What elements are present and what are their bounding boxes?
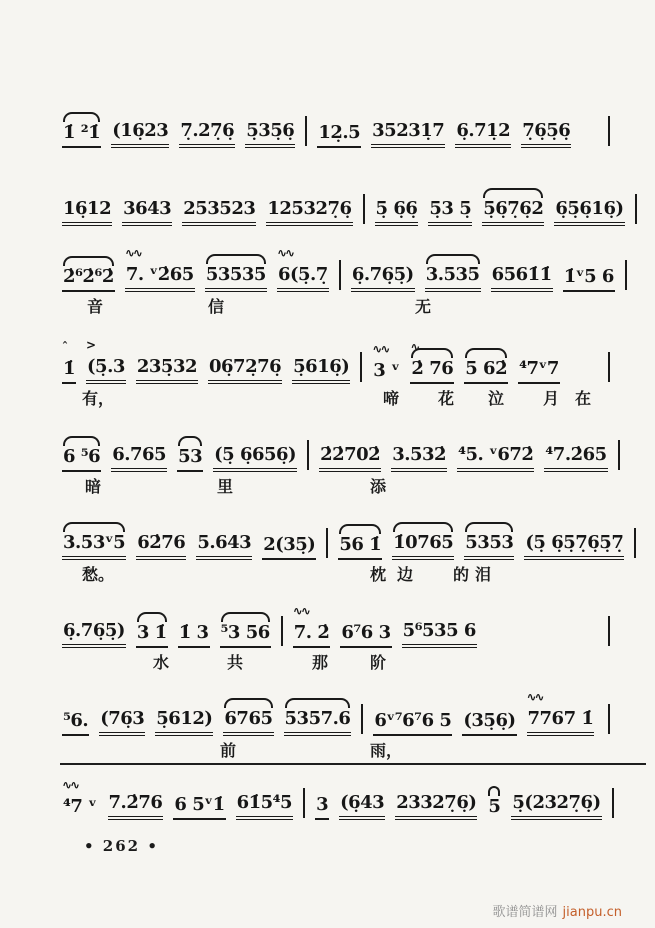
note-group: ⁴7.2̇65 (544, 444, 607, 472)
note-group: 5̣612) (155, 708, 213, 736)
ornament-mark: ∿∿ (526, 690, 543, 704)
note-group: 16̣12 (62, 198, 112, 226)
notation-row (62, 430, 610, 472)
barline (363, 194, 365, 224)
note-group: 1̇ ²1̇ (62, 122, 101, 148)
note-group: 23327̣6̣) (395, 792, 477, 820)
note-group: 125327̣6̣ (266, 198, 352, 226)
note-group: 3.535 (425, 264, 481, 292)
ornament-mark: ∿∿ (62, 778, 79, 792)
note-group: 1̇ᵛ5 6 (563, 266, 615, 292)
note-group: 3.532̇ (391, 444, 447, 472)
note-group: 2̇⁶2̇⁶2̇ (62, 266, 115, 292)
note-group: 5̣(2327̣6̣) (511, 792, 601, 820)
page-number: • 262 • (84, 837, 159, 855)
note-group: 5̣35̣6̣ (245, 120, 295, 148)
lyric-syllable: 那 (312, 653, 329, 672)
lyric-syllable: 雨， (370, 741, 403, 760)
note-group: 12̣.5 (317, 122, 361, 148)
note-group: 5̣616̣) (292, 356, 350, 384)
lyric-syllable: 里 (217, 477, 234, 496)
note-group: 53 (177, 446, 203, 472)
barline (303, 788, 305, 818)
watermark (493, 901, 622, 920)
note-group: ∿ 2̇ 76 (410, 358, 454, 384)
notation-row (62, 606, 610, 648)
note-group: 1̇ 3 (178, 622, 210, 648)
note-group: (5̣ 6̣656̣) (213, 444, 297, 472)
lyric-syllable: 音 (87, 297, 104, 316)
barline (634, 528, 636, 558)
note-group: 3 1̇ (136, 622, 168, 648)
section-divider-line (60, 763, 646, 765)
notation-row (62, 184, 624, 226)
notation-line (62, 604, 610, 672)
note-group: ∿∿ 6(5̣.7̣ (277, 264, 329, 292)
notation-row (62, 518, 624, 560)
note-group: 6.765 (111, 444, 167, 472)
note-group: 6̣.76̣5̣) (351, 264, 415, 292)
note-group: ∿∿ ⁴7 ᵛ (62, 796, 98, 820)
note-group: (16̣23 (111, 120, 169, 148)
note-group: > (5̣.3 (86, 356, 126, 384)
notation-row (62, 246, 614, 292)
note-group: 7.2̇76 (108, 792, 164, 820)
note-group: 35231̣7 (371, 120, 445, 148)
note-group: 3643 (122, 198, 172, 226)
note-group: 6 5ᵛ1̇ (173, 794, 225, 820)
lyric-syllable: 无 (415, 297, 432, 316)
note-group: ⁵3 56 (220, 622, 271, 648)
ornament-mark: ∿ (410, 340, 419, 354)
barline (360, 352, 362, 382)
ornament-mark: ∿∿ (276, 246, 294, 260)
lyric-syllable: 边 (397, 565, 414, 584)
notation-row (62, 778, 610, 820)
lyric-syllable: 花 (438, 389, 455, 408)
note-group: 2(35̣) (262, 534, 316, 560)
lyric-syllable: 共 (227, 653, 244, 672)
barline (608, 116, 610, 146)
ornament-mark: ∿∿ (292, 604, 309, 618)
lyric-syllable: 水 (153, 653, 170, 672)
watermark-site-name: 歌谱简谱网 (492, 905, 558, 920)
note-group: (76̣3 (99, 708, 145, 736)
lyric-syllable: 信 (208, 297, 225, 316)
note-group: 6561̇1̇ (491, 264, 553, 292)
note-group: 6 ⁵6 (62, 446, 101, 472)
lyric-syllable: 添 (370, 477, 387, 496)
lyric-syllable: 前 (220, 741, 237, 760)
notation-line (62, 246, 614, 316)
barline (635, 194, 637, 224)
notation-line (62, 106, 610, 148)
ornament-mark: ∿∿ (372, 342, 389, 356)
note-group: ⁵6. (62, 710, 89, 736)
note-group: 62̇76 (136, 532, 186, 560)
note-group: 6̣5̣6̣16̣) (554, 198, 624, 226)
note-group: 5353 (464, 532, 514, 560)
note-group: 53535 (205, 264, 267, 292)
ornament-mark: ∿∿ (124, 246, 141, 260)
note-group: ∿∿ 7. ᵛ2̇65 (125, 264, 195, 292)
lyric-line (62, 386, 610, 408)
lyric-syllable: 有， (82, 389, 115, 408)
lyric-syllable: 泪 (475, 565, 492, 584)
notation-line (62, 778, 610, 820)
note-group: 3 (315, 794, 329, 820)
note-group: ∿∿ 3 ᵛ (372, 360, 400, 384)
note-group: 6765 (223, 708, 273, 736)
barline (625, 260, 627, 290)
lyric-line (62, 562, 610, 584)
barline (307, 440, 309, 470)
note-group: ∿∿ 7767 1̇ (527, 708, 595, 736)
note-group: 5̣ 6̣6̣ (375, 198, 419, 226)
barline (305, 116, 307, 146)
note-group: 6⁷6 3 (340, 622, 391, 648)
notation-line (62, 430, 610, 496)
barline (361, 704, 363, 734)
lyric-syllable: 枕 (370, 565, 387, 584)
lyric-syllable: 的 (453, 565, 470, 584)
lyric-syllable: 月 (543, 389, 560, 408)
note-group: 6̣.76̣5̣) (62, 620, 126, 648)
barline (618, 440, 620, 470)
lyric-syllable: 泣 (488, 389, 505, 408)
lyric-syllable: 愁。 (82, 565, 115, 584)
barline (281, 616, 283, 646)
note-group: 06̣72̣76̣ (208, 356, 282, 384)
lyric-line (62, 474, 610, 496)
barline (608, 616, 610, 646)
note-group: 253523 (182, 198, 256, 226)
barline (326, 528, 328, 558)
note-group: 3.53ᵛ5 (62, 532, 126, 560)
lyric-syllable: 在 (575, 389, 592, 408)
note-group: 56 1̇ (338, 534, 382, 560)
notation-line (62, 184, 624, 226)
note-group: 1̇0765 (392, 532, 454, 560)
note-group: ∿∿ 7. 2̇ (293, 622, 331, 648)
note-group: 7̣.27̣6̣ (179, 120, 235, 148)
note-group: (6̣43 (339, 792, 385, 820)
barline (608, 352, 610, 382)
note-group: 5⁶535 6 (402, 620, 477, 648)
notation-line (62, 518, 624, 584)
watermark-domain: jianpu.cn (562, 905, 622, 920)
note-group: 5̣3 5̣ (428, 198, 472, 226)
note-group: ˆ 1̇ (62, 358, 76, 384)
notation-row (62, 338, 610, 384)
notation-row (62, 106, 610, 148)
barline (612, 788, 614, 818)
notation-line (62, 338, 610, 408)
note-group: 2̇2̇702̇ (319, 444, 381, 472)
lyric-syllable: 暗 (85, 477, 102, 496)
ornament-mark: > (86, 338, 95, 352)
note-group: 5.643 (196, 532, 252, 560)
lyric-line (62, 650, 610, 672)
note-group: 6ᵛ⁷6⁷6 5 (373, 710, 452, 736)
note-group: ⁴5. ᵛ672̇ (457, 444, 534, 472)
note-group: 61̇5⁴5 (236, 792, 293, 820)
lyric-line (62, 738, 610, 760)
note-group: 6̣.71̣2 (455, 120, 511, 148)
note-group: 5 (487, 796, 501, 820)
lyric-syllable: 阶 (370, 653, 387, 672)
note-group: 5̣6̣7̣6̣2 (482, 198, 544, 226)
notation-row (62, 690, 610, 736)
note-group: (5̣ 6̣5̣7̣6̣5̣7̣ (524, 532, 624, 560)
barline (608, 704, 610, 734)
note-group: ⁴7ᵛ7 (518, 358, 560, 384)
lyric-line (62, 294, 610, 316)
barline (339, 260, 341, 290)
note-group: 5 62̇ (464, 358, 508, 384)
ornament-mark: ˆ (62, 340, 66, 354)
note-group: 5357.6 (284, 708, 352, 736)
lyric-syllable: 啼 (383, 389, 400, 408)
note-group: (35̣6̣) (462, 710, 516, 736)
note-group: 7̣6̣5̣6̣ (521, 120, 571, 148)
note-group: 235̣32 (136, 356, 198, 384)
notation-line (62, 690, 610, 760)
